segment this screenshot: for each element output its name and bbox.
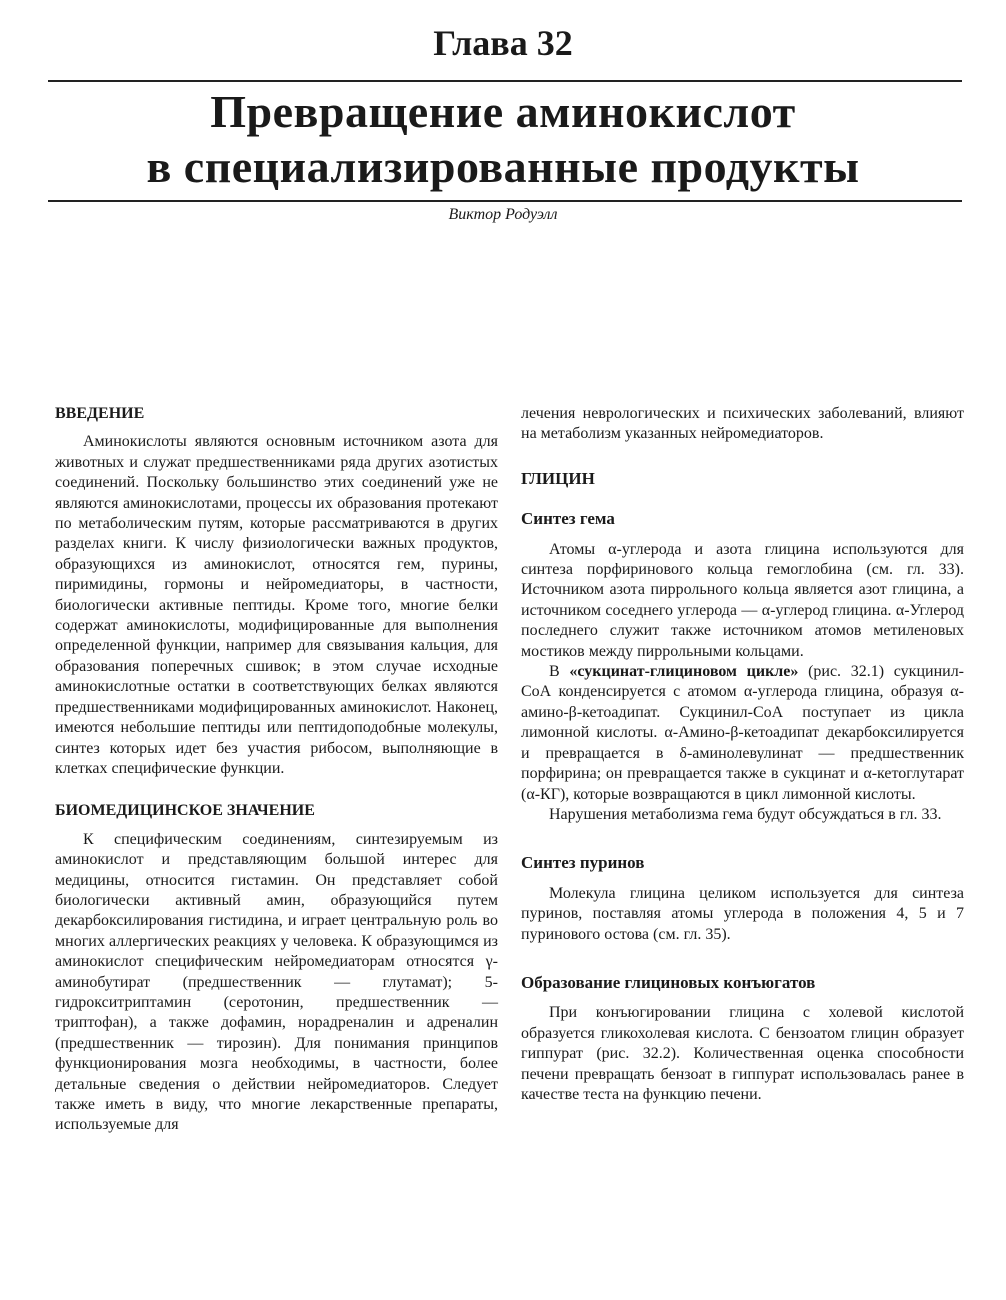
bottom-rule	[48, 200, 962, 202]
heme-p2-rest: (рис. 32.1) сукцинил-СоА конденсируется с атомом α-углерода глицина, образуя α-амино-β-кетоадипат. Сукцинил-СоА поступает из цикла лимонной кислоты. α-Амино-β-кетоадипат декарбоксилируется и превращается в δ-аминолевулинат — предшественник порфирина; он превращается также в сукцинат и α-кетоглутарат (α-КГ), которые возвращаются в цикл лимонной кислоты.	[521, 663, 965, 803]
title-line-2: в специализированные продукты	[146, 141, 860, 192]
biomed-paragraph: К специфическим соединениям, синтезируемым из аминокислот и представляющим большой интерес для медицины, относится гистамин. Он представляет собой биологически активный амин, образующийся путем декарбоксилирования гистидина, и играет центральную роль во многих аллергических реакциях у человека. К образующимся из аминокислот специфическим нейромедиаторам относятся γ-аминобутират (предшественник — глутамат); 5-гидрокситриптамин (серотонин, предшественник — триптофан), а также дофамин, норадреналин и адреналин (предшественник — тирозин). Для понимания принципов функционирования мозга необходимы, в частности, более детальные сведения о действии нейромедиаторов. Следует также иметь в виду, что многие лекарственные препараты, используемые для	[55, 830, 498, 1134]
title-line-1: Превращение аминокислот	[210, 86, 796, 137]
heme-heading: Синтез гема	[521, 509, 615, 529]
left-column	[55, 404, 498, 1136]
heme-paragraph-2	[521, 662, 964, 805]
top-rule	[48, 80, 962, 82]
succinate-glycine-cycle-term: «сукцинат-глициновом цикле»	[569, 663, 799, 681]
conjugates-paragraph: При конъюгировании глицина с холевой кислотой образуется гликохолевая кислота. С бензоатом глицин образует гиппурат (рис. 32.2). Количественная оценка способности печени превращать бензоат в гиппурат использовалась ранее в качестве теста на функцию печени.	[521, 1004, 964, 1103]
heme-p2-prefix: В	[549, 663, 570, 681]
purine-paragraph: Молекула глицина целиком используется для синтеза пуринов, поставляя атомы углерода в положения 4, 5 и 7 пуринового остова (см. гл. 35).	[521, 884, 964, 943]
chapter-title	[0, 84, 1006, 194]
author: Виктор Родуэлл	[448, 206, 558, 223]
glycine-heading: ГЛИЦИН	[521, 468, 595, 488]
heme-paragraph-3: Нарушения метаболизма гема будут обсуждаться в гл. 33.	[549, 805, 942, 823]
continuation-paragraph: лечения неврологических и психических заболеваний, влияют на метаболизм указанных нейромедиаторов.	[521, 405, 964, 443]
intro-heading: ВВЕДЕНИЕ	[55, 405, 145, 422]
heme-paragraph-1: Атомы α-углерода и азота глицина используются для синтеза порфиринового кольца гемоглобина (см. гл. 33). Источником азота пиррольного кольца является азот глицина, а источником соседнего углерода — α-углерод глицина. α-Углерод последнего служит также источником атомов метиленовых мостиков между пиррольными кольцами.	[521, 540, 964, 660]
intro-paragraph: Аминокислоты являются основным источником азота для животных и служат предшественниками ряда других азотистых соединений. Поскольку большинство этих соединений уже не являются аминокислотами, процессы их образования протекают по метаболическим путям, которые рассматриваются в других разделах книги. К числу физиологически важных продуктов, образующихся из аминокислот, относятся гем, пурины, пиримидины, гормоны и нейромедиаторы, в частности, биологически активные пептиды. Кроме того, многие белки содержат аминокислоты, модифицированные для выполнения определенной функции, например для связывания кальция, для образования поперечных сшивок; в этом случае исходные аминокислотные остатки в соответствующих белках являются предшественниками модифицированных аминокислот. Наконец, имеются небольшие пептиды или пептидоподобные молекулы, синтез которых идет без участия рибосом, выполняющие в клетках специфические функции.	[55, 433, 498, 777]
biomed-heading: БИОМЕДИЦИНСКОЕ ЗНАЧЕНИЕ	[55, 802, 315, 820]
chapter-label: Глава 32	[433, 23, 573, 63]
conjugates-heading: Образование глициновых конъюгатов	[521, 972, 816, 992]
right-column	[521, 404, 964, 1105]
purine-heading: Синтез пуринов	[521, 853, 645, 873]
